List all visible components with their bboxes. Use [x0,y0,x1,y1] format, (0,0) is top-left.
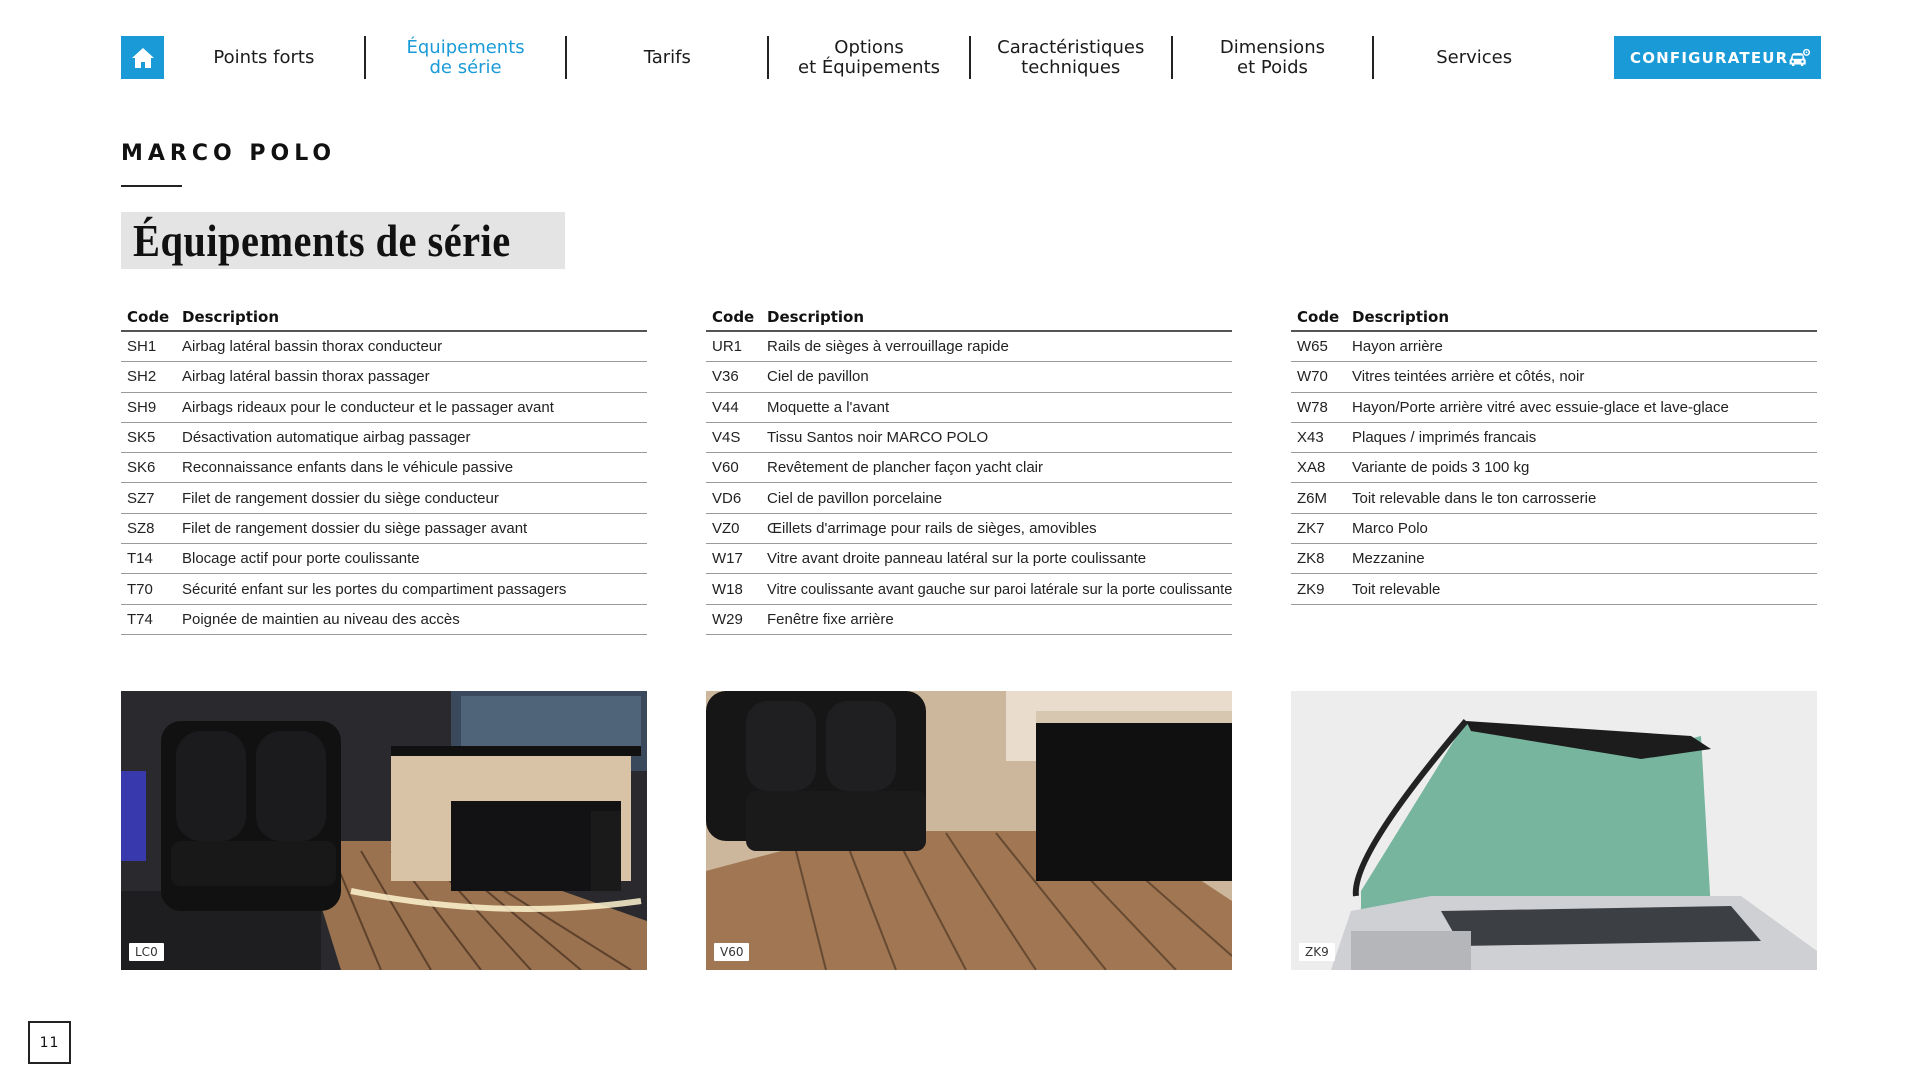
row-description: Ciel de pavillon [767,368,869,386]
home-button[interactable] [121,36,164,79]
row-code: W17 [712,550,743,568]
row-code: SK5 [127,429,156,447]
row-code: X43 [1297,429,1324,447]
row-code: XA8 [1297,459,1326,477]
row-description: Blocage actif pour porte coulissante [182,550,420,568]
row-description: Filet de rangement dossier du siège passager avant [182,519,528,537]
row-code: W70 [1297,368,1328,386]
row-description: Airbag latéral bassin thorax passager [182,368,430,386]
row-description: Sécurité enfant sur les portes du compartiment passagers [182,580,567,598]
row-code: UR1 [712,338,743,356]
table-row [706,332,1232,362]
table-row [1291,393,1817,423]
row-description: Airbags rideaux pour le conducteur et le passager avant [182,398,554,416]
row-code: V44 [712,398,739,416]
top-navigation [121,36,1821,79]
row-description: Variante de poids 3 100 kg [1352,459,1530,477]
table-row [706,514,1232,544]
row-code: T70 [127,580,153,598]
nav-tarifs[interactable]: Tarifs [643,46,691,68]
row-description: Vitre avant droite panneau latéral sur la porte coulissante [767,550,1147,568]
configurator-label: CONFIGURATEUR [1630,48,1789,67]
table-row [706,362,1232,392]
row-description: Reconnaissance enfants dans le véhicule passive [182,459,514,477]
table-row [121,423,647,453]
photo-pop-top-zk9 [1291,691,1817,970]
table-row [1291,483,1817,513]
row-description: Toit relevable [1352,580,1441,598]
photo-interior-lc0 [121,691,647,970]
row-code: V60 [712,459,739,477]
row-code: SZ7 [127,489,155,507]
table-row [1291,453,1817,483]
row-code: W29 [712,610,743,628]
nav-equipements-de-serie[interactable]: Équipements de série [406,36,525,78]
row-code: SH1 [127,338,157,356]
car-settings-icon [1788,46,1811,70]
row-description: Moquette a l'avant [767,398,890,416]
table-row [1291,423,1817,453]
row-code: Z6M [1297,489,1327,507]
row-code: V4S [712,429,741,447]
table-row [121,574,647,604]
page-title: Équipements de série [133,215,511,266]
nav-dimensions-poids[interactable]: Dimensions et Poids [1219,36,1325,78]
column-header-code: Code [712,308,755,326]
equipment-table-1 [121,304,647,635]
row-description: Revêtement de plancher façon yacht clair [767,459,1043,477]
row-code: V36 [712,368,739,386]
nav-options-equipements[interactable]: Options et Équipements [798,36,941,78]
photo-code-tag: LC0 [129,943,164,961]
row-description: Marco Polo [1352,519,1428,537]
table-row [1291,574,1817,604]
column-header-description: Description [182,308,280,326]
row-description: Mezzanine [1352,550,1425,568]
table-row [121,362,647,392]
column-header-code: Code [1297,308,1340,326]
table-row [1291,332,1817,362]
table-row [706,453,1232,483]
table-row [706,423,1232,453]
row-description: Vitres teintées arrière et côtés, noir [1352,368,1585,386]
interior-yacht-floor-image [706,691,1232,970]
row-code: ZK7 [1297,519,1325,537]
nav-services[interactable]: Services [1436,46,1513,68]
brand-underline [121,185,182,187]
row-description: Fenêtre fixe arrière [767,610,894,628]
photo-code-tag: ZK9 [1299,943,1335,961]
page-number: 11 [28,1021,71,1064]
page-title-box [121,212,565,269]
row-code: W65 [1297,338,1328,356]
table-row [1291,514,1817,544]
row-code: SH9 [127,398,157,416]
table-row [121,393,647,423]
row-description: Rails de sièges à verrouillage rapide [767,338,1009,356]
table-row [1291,362,1817,392]
equipment-table-3 [1291,304,1817,605]
row-description: Vitre coulissante avant gauche sur paroi latérale sur la porte coulissante [767,580,1233,598]
nav-caracteristiques-techniques[interactable]: Caractéristiques techniques [997,36,1145,78]
row-description: Œillets d'arrimage pour rails de sièges, amovibles [767,519,1097,537]
table-row [121,453,647,483]
column-header-description: Description [1352,308,1450,326]
row-code: ZK8 [1297,550,1325,568]
pop-up-roof-image [1291,691,1817,970]
table-row [121,544,647,574]
table-header [706,304,1232,332]
table-row [706,483,1232,513]
table-row [706,393,1232,423]
row-description: Hayon arrière [1352,338,1443,356]
column-header-code: Code [127,308,170,326]
row-description: Tissu Santos noir MARCO POLO [767,429,989,447]
table-row [706,544,1232,574]
row-code: SK6 [127,459,156,477]
table-row [706,605,1232,635]
row-code: SH2 [127,368,157,386]
equipment-table-2 [706,304,1232,635]
configurator-button[interactable] [1614,36,1821,79]
row-description: Poignée de maintien au niveau des accès [182,610,460,628]
row-description: Toit relevable dans le ton carrosserie [1352,489,1597,507]
interior-seats-lighting-image [121,691,647,970]
table-header [1291,304,1817,332]
table-row [121,332,647,362]
table-header [121,304,647,332]
brand-title: MARCO POLO [121,141,337,166]
row-description: Ciel de pavillon porcelaine [767,489,943,507]
row-code: W78 [1297,398,1328,416]
column-header-description: Description [767,308,865,326]
nav-points-forts[interactable]: Points forts [213,46,315,68]
row-code: W18 [712,580,743,598]
table-row [121,605,647,635]
photo-floor-v60 [706,691,1232,970]
nav-items [164,36,1574,79]
table-row [1291,544,1817,574]
row-description: Airbag latéral bassin thorax conducteur [182,338,443,356]
row-code: VZ0 [712,519,740,537]
row-code: ZK9 [1297,580,1325,598]
row-description: Hayon/Porte arrière vitré avec essuie-glace et lave-glace [1352,398,1729,416]
row-code: T74 [127,610,153,628]
row-description: Plaques / imprimés francais [1352,429,1537,447]
row-code: T14 [127,550,153,568]
photo-code-tag: V60 [714,943,749,961]
table-row [121,514,647,544]
row-description: Désactivation automatique airbag passager [182,429,471,447]
table-row [121,483,647,513]
row-code: VD6 [712,489,742,507]
row-description: Filet de rangement dossier du siège conducteur [182,489,499,507]
table-row [706,574,1232,604]
home-icon [131,47,155,69]
row-code: SZ8 [127,519,155,537]
